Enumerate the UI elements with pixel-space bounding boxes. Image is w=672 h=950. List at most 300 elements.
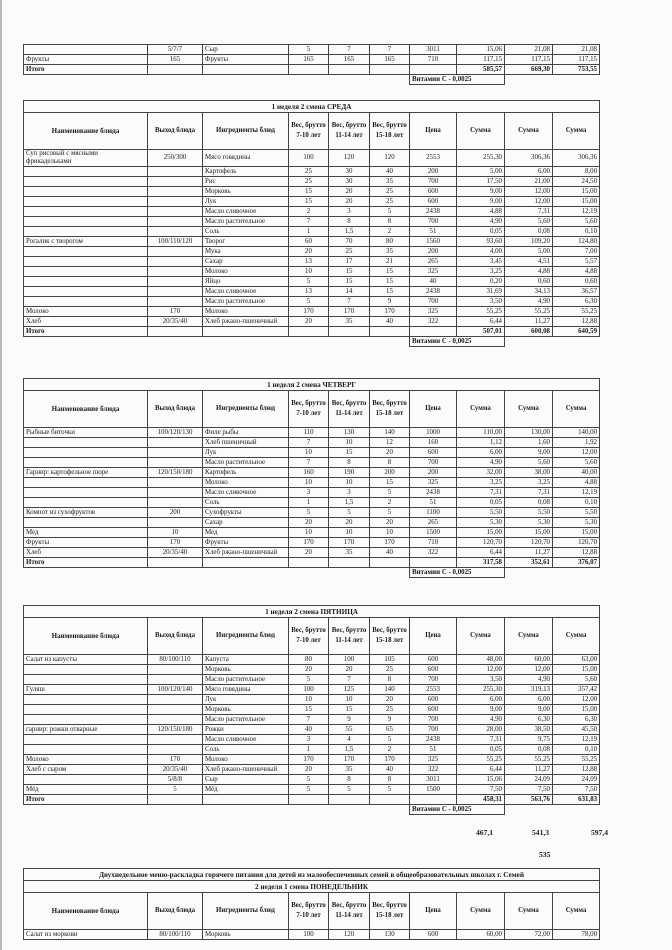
sum-11-14: 1,60: [505, 438, 553, 448]
sum-7-10: 9,00: [457, 705, 505, 715]
header-output: Выход блюда: [148, 391, 203, 428]
header-row: [24, 113, 600, 150]
weight-11-14: 17: [329, 257, 370, 267]
total-row: [24, 558, 600, 568]
output: 200: [148, 508, 203, 518]
weight-11-14: 170: [329, 538, 370, 548]
header-row: [24, 893, 600, 930]
ingredient: Масло сливочное: [203, 488, 289, 498]
output: 100/120/130: [148, 428, 203, 438]
weight-15-18: 105: [370, 655, 410, 665]
sum-15-18: 15,00: [553, 187, 600, 197]
sum-11-14: 9,00: [505, 448, 553, 458]
weight-7-10: 160: [289, 468, 329, 478]
sum-11-14: 0,08: [505, 227, 553, 237]
sum-11-14: 319,13: [505, 685, 553, 695]
output: [148, 247, 203, 257]
weight-11-14: 4: [329, 735, 370, 745]
friday-title: 1 неделя 2 смена ПЯТНИЦА: [24, 606, 600, 618]
sum-11-14: 12,00: [505, 665, 553, 675]
weight-15-18: 170: [370, 538, 410, 548]
weight-11-14: 10: [329, 695, 370, 705]
sum-11-14: 130,00: [505, 428, 553, 438]
thursday-title: 1 неделя 2 смена ЧЕТВЕРГ: [24, 379, 600, 391]
empty-cell: [329, 65, 370, 75]
weight-7-10: 13: [289, 287, 329, 297]
total-label: Итого: [24, 795, 148, 805]
dish-name: [24, 715, 148, 725]
price: 1560: [410, 237, 457, 247]
weight-7-10: 20: [289, 765, 329, 775]
sum-7-10: 0,05: [457, 227, 505, 237]
dish-name: [24, 665, 148, 675]
output: 80/100/110: [148, 655, 203, 665]
weight-7-10: 15: [289, 197, 329, 207]
sum-15-18: 306,36: [553, 150, 600, 167]
friday-title-row: [24, 606, 600, 618]
weight-11-14: 1,5: [329, 498, 370, 508]
weight-15-18: 65: [370, 725, 410, 735]
weight-11-14: 8: [329, 775, 370, 785]
weight-7-10: 10: [289, 267, 329, 277]
empty-cell: [329, 327, 370, 337]
sum-15-18: 12,88: [553, 765, 600, 775]
total-sum-11-14: 563,76: [505, 795, 553, 805]
header-price: Цена: [410, 618, 457, 655]
sum-11-14: 38,00: [505, 468, 553, 478]
table-row: [24, 518, 600, 528]
weight-15-18: 21: [370, 257, 410, 267]
table-row: [24, 458, 600, 468]
dish-name: [24, 217, 148, 227]
weight-15-18: 5: [370, 508, 410, 518]
total-sum-11-14: 669,30: [505, 65, 553, 75]
output: 170: [148, 755, 203, 765]
total-sum-15-18: 631,83: [553, 795, 600, 805]
ingredient: Рис: [203, 177, 289, 187]
wednesday-title: 1 неделя 2 смена СРЕДА: [24, 101, 600, 113]
table-row: [24, 438, 600, 448]
sum-15-18: 140,00: [553, 428, 600, 438]
price: 1500: [410, 528, 457, 538]
header-weight-11-14: Вес, брутто 11-14 лет: [329, 113, 370, 150]
weight-11-14: 10: [329, 438, 370, 448]
table-row: [24, 287, 600, 297]
weight-15-18: 25: [370, 705, 410, 715]
ingredient: Масло сливочное: [203, 287, 289, 297]
weight-15-18: 170: [370, 755, 410, 765]
total-label: Итого: [24, 65, 148, 75]
dish-name: Хлеб: [24, 548, 148, 558]
ingredient: Морковь: [203, 930, 289, 940]
grand-average: 535: [539, 850, 551, 859]
ingredient: Мука: [203, 247, 289, 257]
empty-cell: [289, 327, 329, 337]
sum-7-10: 15,06: [457, 45, 505, 55]
ingredient: Лук: [203, 448, 289, 458]
sum-15-18: 15,00: [553, 197, 600, 207]
dish-name: [24, 297, 148, 307]
weight-7-10: 2: [289, 207, 329, 217]
weight-11-14: 35: [329, 765, 370, 775]
sum-11-14: 12,00: [505, 197, 553, 207]
weight-7-10: 1: [289, 745, 329, 755]
sum-7-10: 28,00: [457, 725, 505, 735]
header-sum-7-10: Сумма: [457, 391, 505, 428]
table-row: [24, 297, 600, 307]
weight-15-18: 35: [370, 247, 410, 257]
ingredient: Мясо говядины: [203, 685, 289, 695]
sum-11-14: 72,00: [505, 930, 553, 940]
sum-7-10: 4,00: [457, 247, 505, 257]
table-row: [24, 498, 600, 508]
ingredient: Мёд: [203, 785, 289, 795]
sum-7-10: 7,31: [457, 488, 505, 498]
ingredient: Молоко: [203, 307, 289, 317]
total-sum-7-10: 458,31: [457, 795, 505, 805]
sum-7-10: 6,44: [457, 548, 505, 558]
table-row: [24, 655, 600, 665]
sum-11-14: 0,08: [505, 745, 553, 755]
sum-15-18: 21,08: [553, 45, 600, 55]
weight-7-10: 1: [289, 227, 329, 237]
price: 2438: [410, 488, 457, 498]
header-output: Выход блюда: [148, 893, 203, 930]
sum-7-10: 0,05: [457, 745, 505, 755]
thursday-table: [23, 378, 600, 578]
table-row: [24, 55, 600, 65]
weight-7-10: 20: [289, 548, 329, 558]
ingredient: Масло сливочное: [203, 207, 289, 217]
weight-15-18: 2: [370, 498, 410, 508]
dish-name: [24, 695, 148, 705]
sum-7-10: 1,12: [457, 438, 505, 448]
sum-7-10: 0,20: [457, 277, 505, 287]
menu-main-title-row: [24, 869, 600, 881]
weight-15-18: 165: [370, 55, 410, 65]
empty-cell: [329, 558, 370, 568]
header-output: Выход блюда: [148, 618, 203, 655]
monday-table: [23, 868, 600, 940]
weight-7-10: 5: [289, 508, 329, 518]
ingredient: Яйцо: [203, 277, 289, 287]
total-sum-11-14: 352,61: [505, 558, 553, 568]
weight-15-18: 20: [370, 518, 410, 528]
total-label: Итого: [24, 558, 148, 568]
page-edge: [0, 0, 2, 950]
table-row: [24, 528, 600, 538]
sum-7-10: 60,00: [457, 930, 505, 940]
output: [148, 287, 203, 297]
output: 170: [148, 538, 203, 548]
weight-11-14: 15: [329, 705, 370, 715]
price: 700: [410, 715, 457, 725]
weight-11-14: 70: [329, 237, 370, 247]
empty-cell: [148, 327, 203, 337]
dish-name: [24, 257, 148, 267]
table-row: [24, 538, 600, 548]
spacer-cell: [505, 805, 600, 815]
ingredient: Лук: [203, 197, 289, 207]
ingredient: Фрукты: [203, 538, 289, 548]
sum-7-10: 4,88: [457, 207, 505, 217]
sum-7-10: 15,00: [457, 528, 505, 538]
friday-table: [23, 605, 600, 815]
header-sum-11-14: Сумма: [505, 893, 553, 930]
sum-11-14: 7,50: [505, 785, 553, 795]
weight-15-18: 200: [370, 468, 410, 478]
header-sum-7-10: Сумма: [457, 893, 505, 930]
dish-name: [24, 277, 148, 287]
dish-name: гарнир: рожки отварные: [24, 725, 148, 735]
weight-15-18: 25: [370, 665, 410, 675]
weight-11-14: 30: [329, 177, 370, 187]
weight-15-18: 5: [370, 785, 410, 795]
empty-cell: [410, 558, 457, 568]
table-row: [24, 177, 600, 187]
ingredient: Картофель: [203, 167, 289, 177]
weight-7-10: 170: [289, 307, 329, 317]
monday-title: 2 неделя 1 смена ПОНЕДЕЛЬНИК: [24, 881, 600, 893]
price: 322: [410, 765, 457, 775]
sum-15-18: 12,00: [553, 448, 600, 458]
sum-11-14: 6,00: [505, 695, 553, 705]
empty-cell: [370, 65, 410, 75]
table-row: [24, 775, 600, 785]
sum-15-18: 8,00: [553, 167, 600, 177]
dish-name: Рогалик с творогом: [24, 237, 148, 247]
weight-11-14: 15: [329, 448, 370, 458]
weight-7-10: 10: [289, 478, 329, 488]
sum-7-10: 7,31: [457, 735, 505, 745]
table-row: [24, 207, 600, 217]
sum-15-18: 45,50: [553, 725, 600, 735]
empty-cell: [289, 795, 329, 805]
sum-15-18: 78,00: [553, 930, 600, 940]
output: [148, 498, 203, 508]
sum-11-14: 9,00: [505, 705, 553, 715]
sum-7-10: 3,25: [457, 478, 505, 488]
price: 1100: [410, 508, 457, 518]
monday-title-row: [24, 881, 600, 893]
total-sum-15-18: 640,59: [553, 327, 600, 337]
dish-name: [24, 45, 148, 55]
sum-15-18: 15,00: [553, 665, 600, 675]
empty-cell: [148, 65, 203, 75]
total-sum-7-10: 585,57: [457, 65, 505, 75]
weight-11-14: 9: [329, 715, 370, 725]
sum-7-10: 6,00: [457, 448, 505, 458]
weight-11-14: 8: [329, 217, 370, 227]
empty-cell: [148, 558, 203, 568]
weight-15-18: 140: [370, 685, 410, 695]
empty-cell: [370, 795, 410, 805]
weight-7-10: 5: [289, 45, 329, 55]
ingredient: Масло сливочное: [203, 735, 289, 745]
weight-7-10: 25: [289, 177, 329, 187]
ingredient: Сахар: [203, 518, 289, 528]
ingredient: Капуста: [203, 655, 289, 665]
table-row: [24, 247, 600, 257]
weight-7-10: 15: [289, 187, 329, 197]
weight-7-10: 13: [289, 257, 329, 267]
price: 700: [410, 217, 457, 227]
header-weight-11-14: Вес, брутто 11-14 лет: [329, 618, 370, 655]
header-weight-15-18: Вес, брутто 15-18 лет: [370, 893, 410, 930]
table-row: [24, 197, 600, 207]
weight-15-18: 8: [370, 217, 410, 227]
weight-7-10: 10: [289, 448, 329, 458]
weight-7-10: 110: [289, 428, 329, 438]
sum-15-18: 4,88: [553, 267, 600, 277]
weight-7-10: 20: [289, 247, 329, 257]
ingredient: Сыр: [203, 45, 289, 55]
ingredient: Лук: [203, 695, 289, 705]
empty-cell: [410, 65, 457, 75]
output: [148, 167, 203, 177]
weight-7-10: 5: [289, 297, 329, 307]
sum-15-18: 7,50: [553, 785, 600, 795]
header-dish-name: Наименование блюда: [24, 391, 148, 428]
sum-7-10: 48,00: [457, 655, 505, 665]
output: [148, 478, 203, 488]
sum-11-14: 15,00: [505, 528, 553, 538]
table-row: [24, 685, 600, 695]
empty-cell: [203, 65, 289, 75]
output: [148, 665, 203, 675]
output: 120/150/180: [148, 725, 203, 735]
sum-11-14: 24,09: [505, 775, 553, 785]
weight-15-18: 25: [370, 187, 410, 197]
vitamin-c-note: Витамин С - 0,0025: [410, 75, 505, 85]
table-row: [24, 237, 600, 247]
table-row: [24, 45, 600, 55]
header-price: Цена: [410, 391, 457, 428]
weight-11-14: 170: [329, 307, 370, 317]
sum-11-14: 11,27: [505, 317, 553, 327]
header-weight-7-10: Вес, брутто 7-10 лет: [289, 618, 329, 655]
table-row: [24, 150, 600, 167]
sum-15-18: 12,19: [553, 735, 600, 745]
weight-15-18: 15: [370, 287, 410, 297]
sum-11-14: 21,00: [505, 177, 553, 187]
price: 265: [410, 257, 457, 267]
price: 265: [410, 518, 457, 528]
header-ingredient: Ингредиенты блюд: [203, 391, 289, 428]
weight-11-14: 100: [329, 655, 370, 665]
price: 600: [410, 695, 457, 705]
weight-15-18: 8: [370, 458, 410, 468]
output: [148, 675, 203, 685]
total-label: Итого: [24, 327, 148, 337]
weight-11-14: 120: [329, 930, 370, 940]
weight-7-10: 3: [289, 735, 329, 745]
header-dish-name: Наименование блюда: [24, 113, 148, 150]
weight-7-10: 100: [289, 150, 329, 167]
sum-15-18: 12,19: [553, 207, 600, 217]
total-row: [24, 65, 600, 75]
sum-15-18: 55,25: [553, 755, 600, 765]
sum-7-10: 255,30: [457, 685, 505, 695]
vitamin-c-note: Витамин С - 0,0025: [410, 337, 505, 347]
dish-name: [24, 207, 148, 217]
table-row: [24, 705, 600, 715]
table-row: [24, 448, 600, 458]
sum-15-18: 0,10: [553, 745, 600, 755]
spacer-cell: [24, 337, 410, 347]
table-row: [24, 317, 600, 327]
output: 165: [148, 55, 203, 65]
dish-name: Мед: [24, 528, 148, 538]
output: [148, 217, 203, 227]
output: 5/7/7: [148, 45, 203, 55]
dish-name: [24, 167, 148, 177]
weight-7-10: 80: [289, 655, 329, 665]
header-ingredient: Ингредиенты блюд: [203, 893, 289, 930]
weight-11-14: 7: [329, 297, 370, 307]
sum-11-14: 5,60: [505, 217, 553, 227]
empty-cell: [203, 327, 289, 337]
sum-7-10: 93,60: [457, 237, 505, 247]
weight-7-10: 100: [289, 930, 329, 940]
wednesday-title-row: [24, 101, 600, 113]
weight-15-18: 40: [370, 167, 410, 177]
table-row: [24, 765, 600, 775]
sum-7-10: 255,30: [457, 150, 505, 167]
dish-name: Рыбные биточки: [24, 428, 148, 438]
price: 40: [410, 277, 457, 287]
weight-7-10: 5: [289, 277, 329, 287]
table-row: [24, 277, 600, 287]
weight-15-18: 9: [370, 715, 410, 725]
weight-7-10: 10: [289, 528, 329, 538]
price: 2438: [410, 735, 457, 745]
price: 160: [410, 438, 457, 448]
sum-7-10: 3,25: [457, 267, 505, 277]
sum-7-10: 5,00: [457, 167, 505, 177]
output: [148, 715, 203, 725]
price: 600: [410, 655, 457, 665]
header-sum-15-18: Сумма: [553, 113, 600, 150]
total-row: [24, 795, 600, 805]
weight-7-10: 20: [289, 665, 329, 675]
output: [148, 227, 203, 237]
weight-11-14: 8: [329, 458, 370, 468]
dish-name: Суп рисовый с мясными фрикадельками: [24, 150, 148, 167]
sum-15-18: 117,15: [553, 55, 600, 65]
weight-7-10: 20: [289, 317, 329, 327]
weight-11-14: 3: [329, 207, 370, 217]
output: 120/150/180: [148, 468, 203, 478]
ingredient: Масло растительное: [203, 297, 289, 307]
output: [148, 488, 203, 498]
ingredient: Молоко: [203, 267, 289, 277]
weight-15-18: 10: [370, 528, 410, 538]
header-dish-name: Наименование блюда: [24, 618, 148, 655]
dish-name: [24, 478, 148, 488]
empty-cell: [370, 327, 410, 337]
sum-7-10: 3,50: [457, 297, 505, 307]
weight-15-18: 5: [370, 207, 410, 217]
sum-11-14: 117,15: [505, 55, 553, 65]
weight-7-10: 7: [289, 217, 329, 227]
sum-11-14: 0,08: [505, 498, 553, 508]
weight-15-18: 2: [370, 745, 410, 755]
sum-11-14: 38,50: [505, 725, 553, 735]
sum-15-18: 0,10: [553, 498, 600, 508]
ingredient: Сахар: [203, 257, 289, 267]
output: 10: [148, 528, 203, 538]
